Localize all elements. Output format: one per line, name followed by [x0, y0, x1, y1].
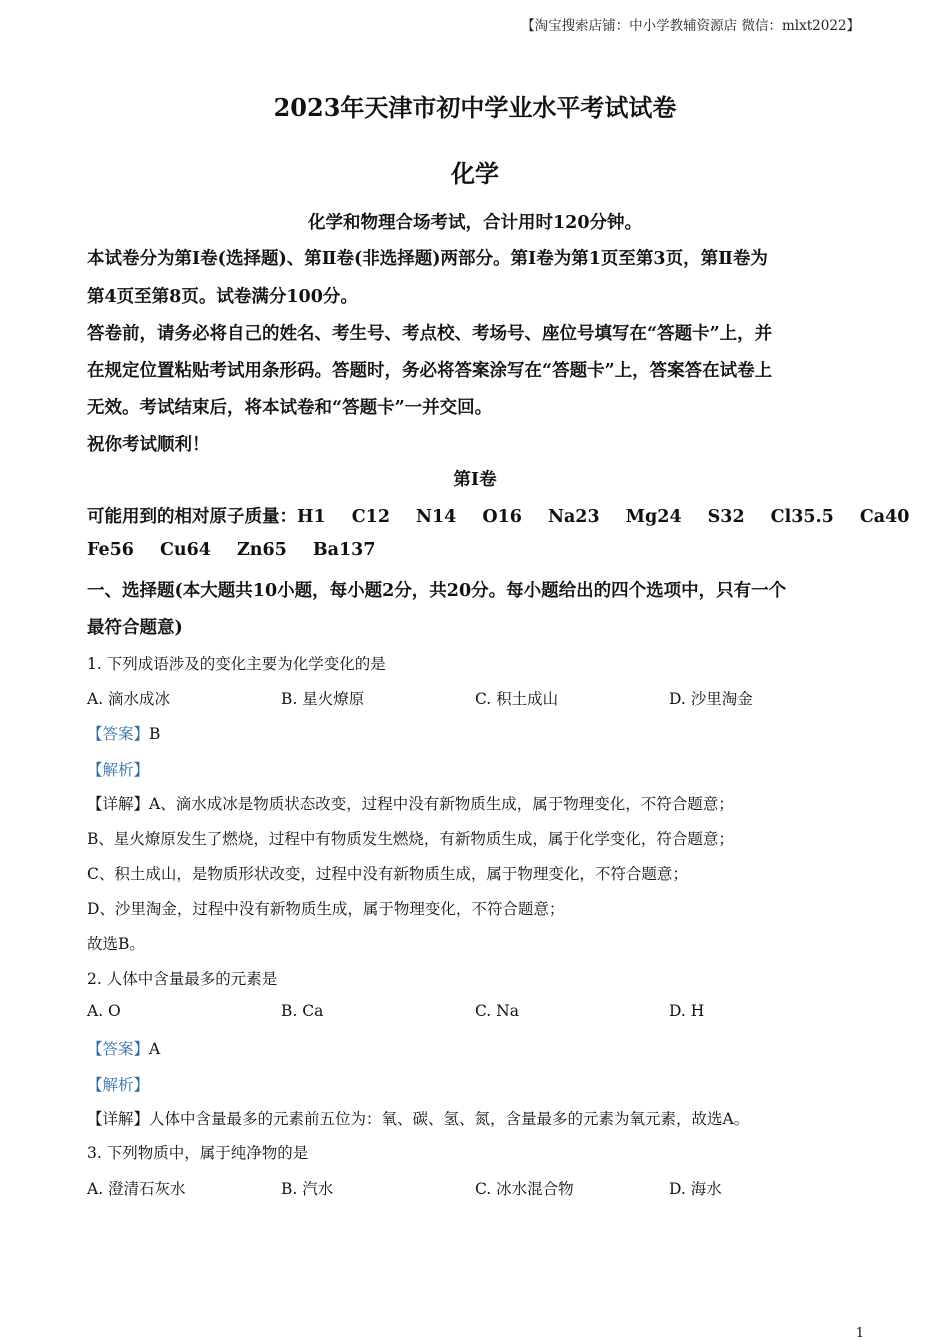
option-b: B. 星火燎原: [281, 690, 365, 708]
atomic-mass-item: Ca40: [859, 507, 910, 527]
header-note: 【淘宝搜索店铺：中小学教辅资源店 微信：mlxt2022】: [521, 18, 860, 34]
option-b: B. Ca: [281, 1002, 324, 1020]
atomic-mass-item: Cu64: [159, 540, 211, 560]
atomic-mass-item: C12: [351, 507, 390, 527]
detail-line: B、星火燎原发生了燃烧，过程中有物质发生燃烧，有新物质生成，属于化学变化，符合题意；: [87, 830, 734, 848]
question-stem: 1. 下列成语涉及的变化主要为化学变化的是: [87, 655, 386, 673]
part-title: 第Ⅰ卷: [453, 470, 497, 490]
answer-value: A: [149, 1040, 161, 1058]
detail-line: C、积土成山，是物质形状改变，过程中没有新物质生成，属于物理变化，不符合题意；: [87, 865, 688, 883]
answer-label: 【答案】: [87, 725, 150, 743]
option-d: D. 海水: [669, 1180, 722, 1198]
atomic-mass-item: H1: [297, 507, 326, 527]
question-stem: 2. 人体中含量最多的元素是: [87, 970, 278, 988]
atomic-mass-item: Ba137: [312, 540, 376, 560]
question-stem: 3. 下列物质中，属于纯净物的是: [87, 1144, 309, 1162]
option-c: C. 冰水混合物: [475, 1180, 574, 1198]
instruction-line: 无效。考试结束后，将本试卷和“答题卡”一并交回。: [87, 398, 493, 418]
atomic-mass-item: Cl35.5: [770, 507, 834, 527]
subject-title: 化学: [451, 159, 499, 188]
option-a: A. O: [87, 1002, 121, 1020]
atomic-mass-item: Fe56: [87, 540, 134, 560]
detail-line: 【详解】人体中含量最多的元素前五位为：氧、碳、氢、氮，含量最多的元素为氧元素，故选A。: [87, 1110, 750, 1128]
section-title: 最符合题意): [87, 618, 183, 638]
option-c: C. Na: [475, 1002, 519, 1020]
exam-intro: 化学和物理合场考试，合计用时120分钟。: [307, 213, 643, 233]
atomic-mass-line: [87, 503, 909, 528]
detail-line: D、沙里淘金，过程中没有新物质生成，属于物理变化，不符合题意；: [87, 900, 565, 918]
detail-line: 【详解】A、滴水成冰是物质状态改变，过程中没有新物质生成，属于物理变化，不符合题意；: [87, 795, 734, 813]
instruction-line: 本试卷分为第Ⅰ卷(选择题)、第Ⅱ卷(非选择题)两部分。第Ⅰ卷为第1页至第3页，第Ⅱ卷为: [87, 249, 768, 269]
option-a: A. 滴水成冰: [87, 690, 171, 708]
good-luck-line: 祝你考试顺利！: [87, 435, 210, 455]
analysis-label: 【解析】: [87, 761, 150, 779]
instruction-line: 答卷前，请务必将自己的姓名、考生号、考点校、考场号、座位号填写在“答题卡”上，并: [87, 324, 773, 344]
answer-line: [87, 722, 160, 744]
option-d: D. 沙里淘金: [669, 690, 753, 708]
exam-title: 2023年天津市初中学业水平考试试卷: [273, 93, 677, 122]
option-c: C. 积土成山: [475, 690, 559, 708]
atomic-mass-item: O16: [482, 507, 522, 527]
instruction-line: 在规定位置粘贴考试用条形码。答题时，务必将答案涂写在“答题卡”上，答案答在试卷上: [87, 361, 773, 381]
option-b: B. 汽水: [281, 1180, 334, 1198]
atomic-mass-item: Na23: [547, 507, 600, 527]
answer-label: 【答案】: [87, 1040, 150, 1058]
section-title: 一、选择题(本大题共10小题，每小题2分，共20分。每小题给出的四个选项中，只有一个: [87, 581, 787, 601]
atomic-mass-label: 可能用到的相对原子质量：: [87, 507, 297, 527]
option-a: A. 澄清石灰水: [87, 1180, 186, 1198]
answer-line: [87, 1037, 160, 1059]
page-number: 1: [855, 1326, 864, 1341]
option-d: D. H: [669, 1002, 705, 1020]
atomic-mass-item: Zn65: [236, 540, 287, 560]
analysis-label: 【解析】: [87, 1076, 150, 1094]
atomic-mass-line: [87, 540, 376, 560]
detail-line: 故选B。: [87, 935, 145, 953]
atomic-mass-item: Mg24: [625, 507, 682, 527]
instruction-line: 第4页至第8页。试卷满分100分。: [87, 287, 358, 307]
atomic-mass-item: N14: [416, 507, 457, 527]
answer-value: B: [149, 725, 161, 743]
atomic-mass-item: S32: [707, 507, 745, 527]
